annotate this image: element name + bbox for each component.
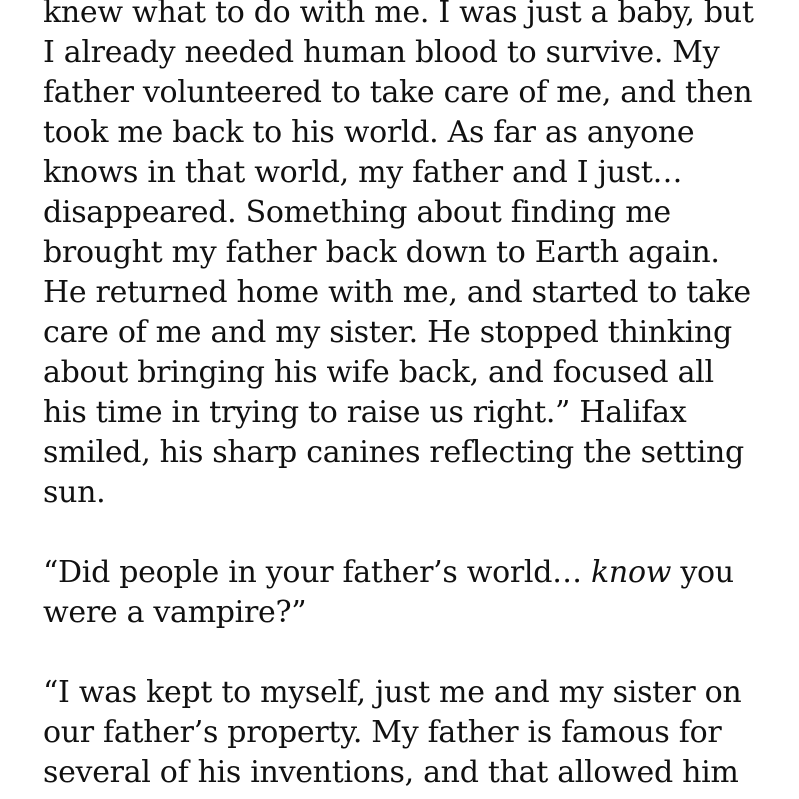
text-line: took me back to his world. As far as anyone <box>43 115 695 150</box>
text-line: He returned home with me, and started to take <box>43 275 751 310</box>
text-line: knew what to do with me. I was just a baby, but <box>43 0 754 30</box>
text-line: several of his inventions, and that allowed him <box>43 755 739 790</box>
paragraph-3 <box>43 673 783 793</box>
text-line <box>43 553 783 593</box>
paragraph-break <box>43 513 783 553</box>
text-line: brought my father back down to Earth again. <box>43 235 720 270</box>
emphasis-text: know <box>591 555 672 590</box>
text-line: I already needed human blood to survive. My <box>43 35 720 70</box>
paragraph-break <box>43 633 783 673</box>
document-page <box>43 0 783 793</box>
text-line: his time in trying to raise us right.” Halifax <box>43 395 687 430</box>
text-line: about bringing his wife back, and focused all <box>43 355 714 390</box>
paragraph-2 <box>43 553 783 633</box>
text-line: knows in that world, my father and I just… <box>43 155 683 190</box>
paragraph-1 <box>43 0 783 513</box>
text-line: our father’s property. My father is famous for <box>43 715 722 750</box>
text-line: father volunteered to take care of me, and then <box>43 75 753 110</box>
text-line: care of me and my sister. He stopped thinking <box>43 315 732 350</box>
text-line: smiled, his sharp canines reflecting the setting <box>43 435 744 470</box>
text-line: “I was kept to myself, just me and my sister on <box>43 675 742 710</box>
text-run: you <box>671 555 734 590</box>
text-line: disappeared. Something about finding me <box>43 195 671 230</box>
text-line: were a vampire?” <box>43 595 307 630</box>
text-line: sun. <box>43 475 106 510</box>
text-run: “Did people in your father’s world… <box>43 555 592 590</box>
